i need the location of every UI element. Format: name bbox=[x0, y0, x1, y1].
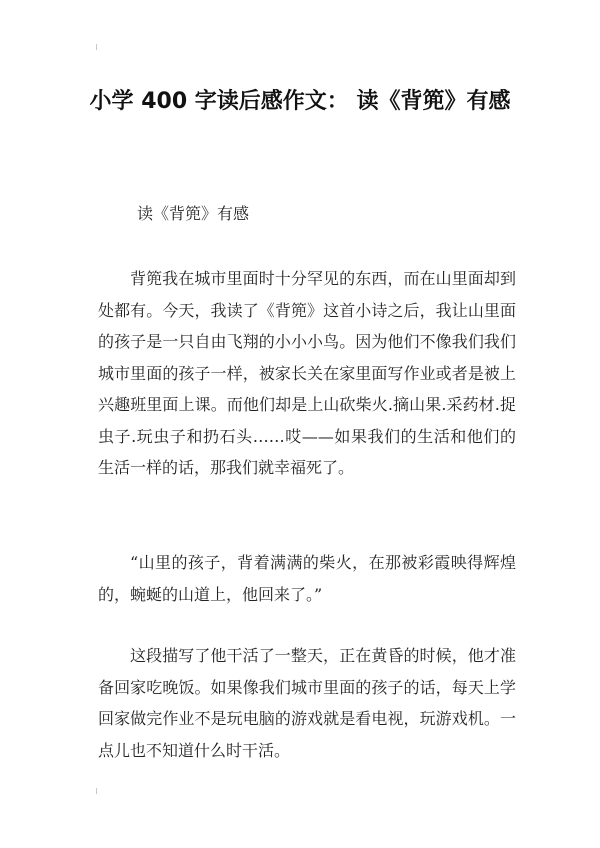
paragraph-3: 这段描写了他干活了一整天，正在黄昏的时候，他才准备回家吃晚饭。如果像我们城市里面的孩子的话，每天上学回家做完作业不是玩电脑的游戏就是看电视，玩游戏机。一点儿也不知道什么时干活。 bbox=[98, 646, 516, 760]
paragraph-1: 背篼我在城市里面时十分罕见的东西，而在山里面却到处都有。今天，我读了《背篼》这首小诗之后，我让山里面的孩子是一只自由飞翔的小小小鸟。因为他们不像我们我们城市里面的孩子一样，被家长关在家里面写作业或者是被上兴趣班里面上课。而他们却是上山砍柴火.摘山果.采药材.捉虫子.玩虫子和扔石头……哎——如果我们的生活和他们的生活一样的话，那我们就幸福死了。 bbox=[98, 269, 516, 477]
page-corner-mark-bottom bbox=[96, 788, 97, 794]
document-title: 小学 400 字读后感作文： 读《背篼》有感 bbox=[89, 88, 511, 114]
page-corner-mark-top bbox=[96, 44, 97, 50]
paragraph-2-quote: “山里的孩子，背着满满的柴火，在那被彩霞映得辉煌的，蜿蜒的山道上，他回来了。” bbox=[98, 553, 516, 604]
essay-subtitle: 读《背篼》有感 bbox=[137, 204, 250, 223]
